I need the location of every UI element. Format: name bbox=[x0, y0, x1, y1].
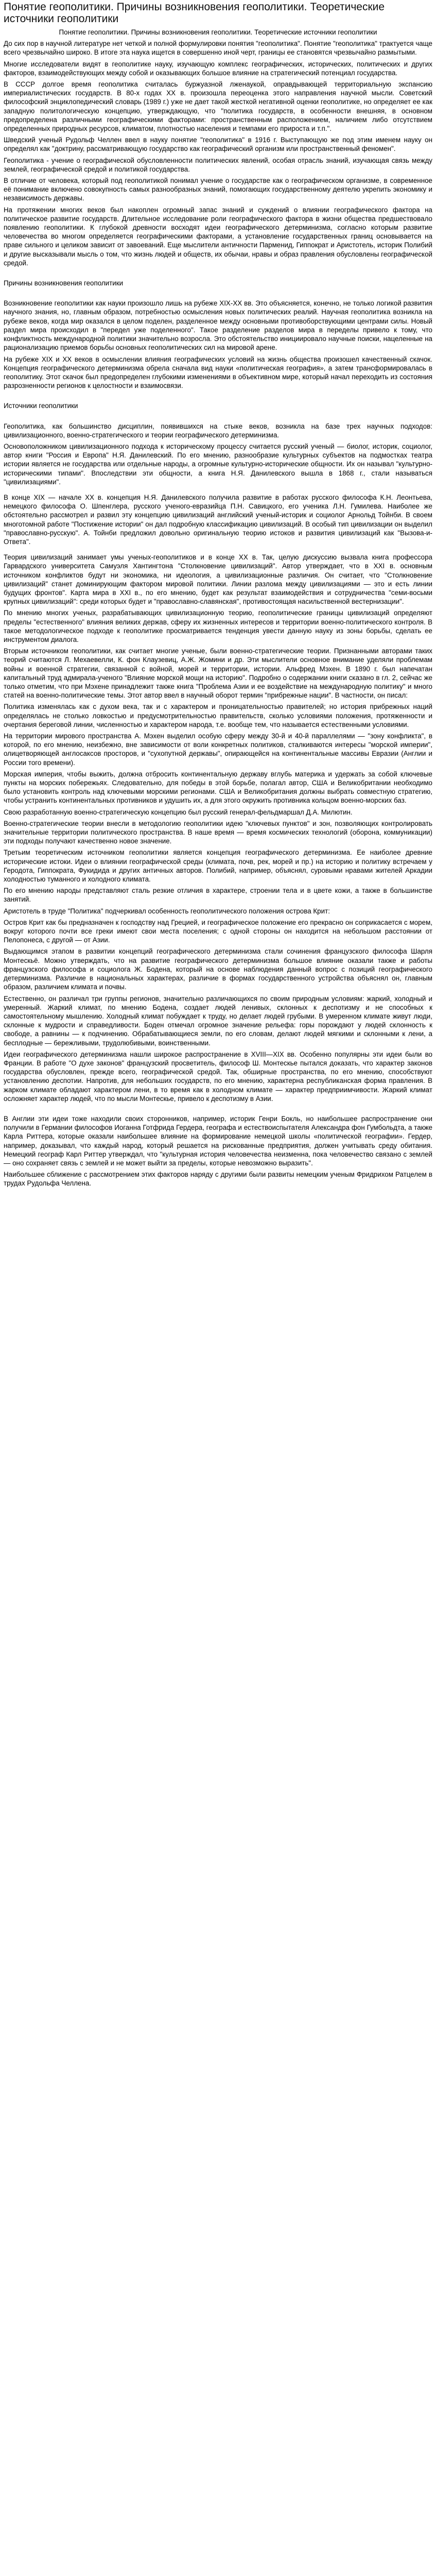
paragraph: В отличие от человека, который под геополитикой понимал учение о государстве как о географическом организме, в современное её понимание включено совокупность самых разнообразных знаний, помогающих государственному деятелю укрепить экономику и независимость державы. bbox=[4, 177, 432, 202]
paragraph: Многие исследователи видят в геополитике науку, изучающую комплекс географических, исторических, политических и других факторов, взаимодействующих между собой и оказывающих большое влияние на стратегический потенциал государства. bbox=[4, 60, 432, 77]
document-body bbox=[4, 28, 432, 1188]
blank-line bbox=[4, 1106, 432, 1114]
paragraph: На протяжении многих веков был накоплен огромный запас знаний и суждений о влиянии географического фактора на политическое развитие государств. Длительное исследование роли географического фактора в жизни общества предшествовало появлению геополитики. К глубокой древности восходят идеи географического детерминизма, согласно которым развитие человечества во многом определяется географическими факторами, а установление государственных границ основывается на праве сильного и целиком зависит от завоеваний. Еще мыслители античности Парменид, Гиппократ и Аристотель, историк Полибий и другие высказывали мысль о том, что жизнь людей и обществ, их обычаи, нравы и образ правления обусловлены географической средой. bbox=[4, 206, 432, 267]
paragraph: По мнению многих ученых, разрабатывающих цивилизационную теорию, геополитические границы цивилизаций определяют пределы "естественного" влияния великих держав, сферу их жизненных интересов и территории военно-политического контроля. В такое методологическое подходе к геополитике просматривается тенденция увести данную науку из зоны борьбы, сделать ее инструментом диалога. bbox=[4, 609, 432, 643]
paragraph: Свою разработанную военно-стратегическую концепцию был русский генерал-фельдмаршал Д.А. Милютин. bbox=[4, 808, 353, 816]
blank-gap bbox=[4, 489, 432, 493]
paragraph: Наибольшее сближение с рассмотрением этих факторов наряду с другими были развиты немецким ученым Фридрихом Ратцелем в трудах Рудольфа Челлена. bbox=[4, 1171, 432, 1188]
paragraph: В Англии эти идеи тоже находили своих сторонников, например, историк Генри Бокль, но наибольшее распространение они получили в Германии философов Иоганна Готфрида Гердера, географа и естествоиспытателя Александра фон Гумбольдта, а также Карла Риттера, которые оказали наибольшее влияние на формирование немецкой школы «политической географии». Гердер, например, доказывал, что каждый народ, который решается на рискованные предприятия, должен учитывать среду обитания. Немецкий географ Карл Риттер утверждал, что "культурная история человечества неизменна, пока человечество связано с землей — оно сохраняет связь с землей и не может выйти за пределы, которые невозможно выразить". bbox=[4, 1114, 432, 1167]
document bbox=[0, 0, 436, 1188]
blank-line bbox=[4, 393, 432, 401]
paragraph: Военно-стратегические теории внесли в методологию геополитики идею "ключевых пунктов" и зон, позволяющих контролировать значительные территории политического пространства. В наше время — время космических технологий (оборона, коммуникации) эти подходы получают качественно новое значение. bbox=[4, 819, 432, 845]
paragraph: Морская империя, чтобы выжить, должна отбросить континентальную державу вглубь материка и удержать за собой ключевые пункты на морских побережьях. Следовательно, для победы в этой борьбе, полагал автор, США и Великобритании необходимо было установить контроль над ключевыми морскими регионами. США и Великобритания должны выбрать совместную стратегию, чтобы устранить континентальных противников и удушить их, а для этого окружить противника кольцом военно-морских баз. bbox=[4, 770, 432, 805]
section-heading: Источники геополитики bbox=[4, 402, 78, 410]
paragraph: На территории мирового пространства А. Мэхен выделил особую сферу между 30-й и 40-й параллелями — "зону конфликта", в которой, по его мнению, неизбежно, вне зависимости от воли конкретных политиков, сталкиваются интересы "морской империи", олицетворяющей англосаксов просторов, и "сухопутной державы", опирающейся на континентальные массивы Евразии (Англии и России того времени). bbox=[4, 732, 432, 767]
paragraph: Возникновение геополитики как науки произошло лишь на рубеже XIX-XX вв. Это объясняется, конечно, не только логикой развития научного знания, но, главным образом, потребностью осмысления новых политических реалий. Научная геополитика возникла на рубеже веков, когда мир оказался в целом поделен, разделенное между основными противоборствующими центрами силы. Новый раздел мира происходил в "передел уже поделенного". Такое разделение разделов мира в переделы привело к тому, что конфликтность международной политики значительно возросла. Это обстоятельство инициировало научные поиски, нацеленные на рационализацию приемов борьбы основных геополитических сил на мировой арене. bbox=[4, 299, 432, 352]
paragraph: По его мнению народы представляют сталь резкие отличия в характере, строении тела и в цвете кожи, а также в большинстве занятий. bbox=[4, 887, 432, 904]
paragraph: Геополитика - учение о географической обусловленности политических явлений, особая отрасль знаний, изучающая связь между землей, географической средой и политикой государства. bbox=[4, 156, 432, 173]
blank-gap bbox=[4, 549, 432, 553]
paragraph: Третьим теоретическим источником геополитики является концепция географического детерминизма. Ее наиболее древние исторические истоки. Идеи о влиянии географической среды (климата, почв, рек, морей и пр.) на историю и политику встречаем у Геродота, Гиппократа, Фукидида и других античных авторов. Полибий, например, объяснял, суровыми нравами жителей Аркадии холодностью туманного и холодного климата. bbox=[4, 849, 432, 884]
paragraph: В СССР долгое время геополитика считалась буржуазной лженаукой, оправдывающей территориальную экспансию империалистических государств. В 80-х годах XX в. произошла переоценка этого направления научной мысли. Советский философский энциклопедический словарь (1989 г.) уже не дает такой жесткой негативной оценки геополитике, но определяет ее как западную политологическую концепцию, утверждающую, что "политика государств, в особенности внешняя, в основном предопределена различными географическими факторами: пространственным расположением, наличием либо отсутствием определенных природных ресурсов, климатом, плотностью населения и темпами его прироста и т.п.". bbox=[4, 80, 432, 133]
page-title: Понятие геополитики. Причины возникновения геополитики. Теоретические источники геополитики bbox=[4, 1, 385, 25]
paragraph: В конце XIX — начале XX в. концепция Н.Я. Данилевского получила развитие в работах русского философа К.Н. Леонтьева, немецкого философа О. Шпенглера, русского ученого-евразийца П.Н. Савицкого, его ученика Л.Н. Гумилева. Наиболее же обстоятельно рассмотрел и развил эту концепцию цивилизаций английский ученый-историк и социолог Арнольд Тойнби. В своем многотомной работе "Постижение истории" он дал подробную классификацию цивилизаций. В особый тип цивилизации он выделил "православно-русскую". А. Тойнби предложил довольно оригинальную теорию истоков и развития цивилизаций как "Вызова-и-Ответа". bbox=[4, 493, 432, 546]
paragraph: Политика изменялась как с духом века, так и с характером и проницательностью правителей; но история прибрежных наций определялась не столько ловкостью и предусмотрительностью правительств, сколько условиями положения, протяженности и очертания береговой линии, численностью и характером народа, т.е. вообще тем, что называется естественными условиями. bbox=[4, 703, 432, 728]
paragraph: Идеи географического детерминизма нашли широкое распространение в XVIII—XIX вв. Особенно популярны эти идеи были во Франции. В работе "О духе законов" французский просветитель, философ Ш. Монтескье пытался доказать, что характер законов государства обусловлен, прежде всего, географической средой. Так, обширные пространства, по его мнению, способствуют установлению деспотии. Напротив, для небольших государств, по его мнению, характерна республиканская форма правления. В жарком климате обладают характером лени, в то время как в холодном климате — характер предприимчивости. Жаркий климат осложняет характер людей, что по мысли Монтескье, привело к деспотизму в Азии. bbox=[4, 1050, 432, 1103]
paragraph: Выдающимся этапом в развитии концепций географического детерминизма стали сочинения французского философа Шарля Монтескьё. Можно утверждать, что на развитие географического детерминизма большое влияние оказали также и работы французского философа и социолога Ж. Бодена, который на основе наблюдения данный вопрос с позиций географического детерминизма. Различие в национальных характерах, различие в формах государственного устройства объяснял он, главным образом, различием климата и почвы. bbox=[4, 947, 432, 991]
section-heading: Причины возникновения геополитики bbox=[4, 279, 124, 287]
paragraph: Остров Крит как бы предназначен к господству над Грецией, и географическое положение его прекрасно он соприкасается с морем, вокруг которого почти все греки имеют свои места поселения; с одной стороны он находится на небольшом расстоянии от Пелопонеса, с другой — от Азии. bbox=[4, 918, 432, 944]
paragraph: Естественно, он различал три группы регионов, значительно различающихся по своим природным условиям: жаркий, холодный и умеренный. Жаркий климат, по мнению Бодена, создает людей ленивых, склонных к деспотизму и не способных к самостоятельному мышлению. Холодный климат побуждает к труду, но делает людей грубыми. В умеренном климате живут люди, склонные к мудрости и справедливости. Боден отмечал огромное значение рельефа: горы порождают у людей склонность к свободе, а равнины — к подчинению. Обрабатывающиеся земли, по его словам, делают людей мягкими и склонными к лени, а бесплодные — бережливыми, трудолюбивыми, воинственными. bbox=[4, 994, 432, 1047]
paragraph: Шведский ученый Рудольф Челлен ввел в науку понятие "геополитика" в 1916 г. Выступающую же под этим именем науку он определял как "доктрину, рассматривающую государство как географический организм или пространственный феномен". bbox=[4, 136, 432, 153]
paragraph: Аристотель в труде "Политика" подчеркивал особенность геополитического положения острова Крит: bbox=[4, 907, 330, 915]
paragraph: На рубеже XIX и XX веков в осмыслении влияния географических условий на жизнь общества произошел качественный скачок. Концепция географического детерминизма обрела сначала вид науки «политическая география», а затем трансформировалась в геополитику. Этот скачок был предопределен глубокими изменениями в объективном мире, который начал переходить из состояния разрозненности регионов к целостности и взаимосвязи. bbox=[4, 355, 432, 390]
paragraph: Теория цивилизаций занимает умы ученых-геополитиков и в конце XX в. Так, целую дискуссию вызвала книга профессора Гарвардского университета Самуэля Хантингтона "Столкновение цивилизаций". Автор утверждает, что в XXI в. основным источником конфликтов будут ни экономика, ни идеология, а цивилизационные различия. Он считает, что "Столкновение цивилизаций" станет доминирующим фактором мировой политики. Линии разлома между цивилизациями — это и есть линии будущих фронтов". Карта мира в XXI в., по его мнению, будет как результат взаимодействия и сотрудничества "семи-восьми крупных цивилизаций": среди которых будет и "православно-славянская", противостоящая насильственной вестернизации". bbox=[4, 553, 432, 606]
blank-line bbox=[4, 290, 432, 299]
paragraph: Геополитика, как большинство дисциплин, появившихся на стыке веков, возникла на базе трех научных подходов: цивилизационного, военно-стратегического и теории географического детерминизма. bbox=[4, 422, 432, 439]
paragraph: Вторым источником геополитики, как считает многие ученые, были военно-стратегические теории. Признанными авторами таких теорий считаются Л. Мехаевелли, К. фон Клаузевиц, А.Ж. Жомини и др. Эти мыслители основное внимание уделяли проблемам войны и военной стратегии, связанной с войной, морей и территории, истории. Альфред Мэхен. В 1890 г. был напечатан капитальный труд адмирала-ученого "Влияние морской мощи на историю". Подробно о содержании книги сказано в гл. 2, сейчас же только отметим, что при Мэхене принадлежит также книга "Проблема Азии и ее воздействие на международную политику" и много статей на военно-политические темы. Этот автор ввел в научный оборот термин "прибрежные нации". В частности, он писал: bbox=[4, 647, 432, 700]
paragraph: Основоположником цивилизационного подхода к историческому процессу считается русский ученый — биолог, историк, социолог, автор книги "Россия и Европа" Н.Я. Данилевский. По его мнению, разнообразие культурных субъектов на подмостках театра истории является не государства или отдельные народы, а огромные культурно-исторические общности. Их он называл "культурно-историческими типами". Впоследствии эти общности, а книга Н.Я. Данилевского вышла в 1868 г., стали называться "цивилизациями". bbox=[4, 442, 432, 486]
blank-line bbox=[4, 413, 432, 422]
paragraph: До сих пор в научной литературе нет четкой и полной формулировки понятия "геополитика". Понятие "геополитика" трактуется чаще всего чрезвычайно широко. В итоге эта наука ищется в совершенно иной черт, границы ее становятся чрезвычайно размытыми. bbox=[4, 40, 432, 57]
subtitle: Понятие геополитики. Причины возникновения геополитики. Теоретические источники геополитики bbox=[59, 28, 377, 36]
blank-line bbox=[4, 270, 432, 279]
